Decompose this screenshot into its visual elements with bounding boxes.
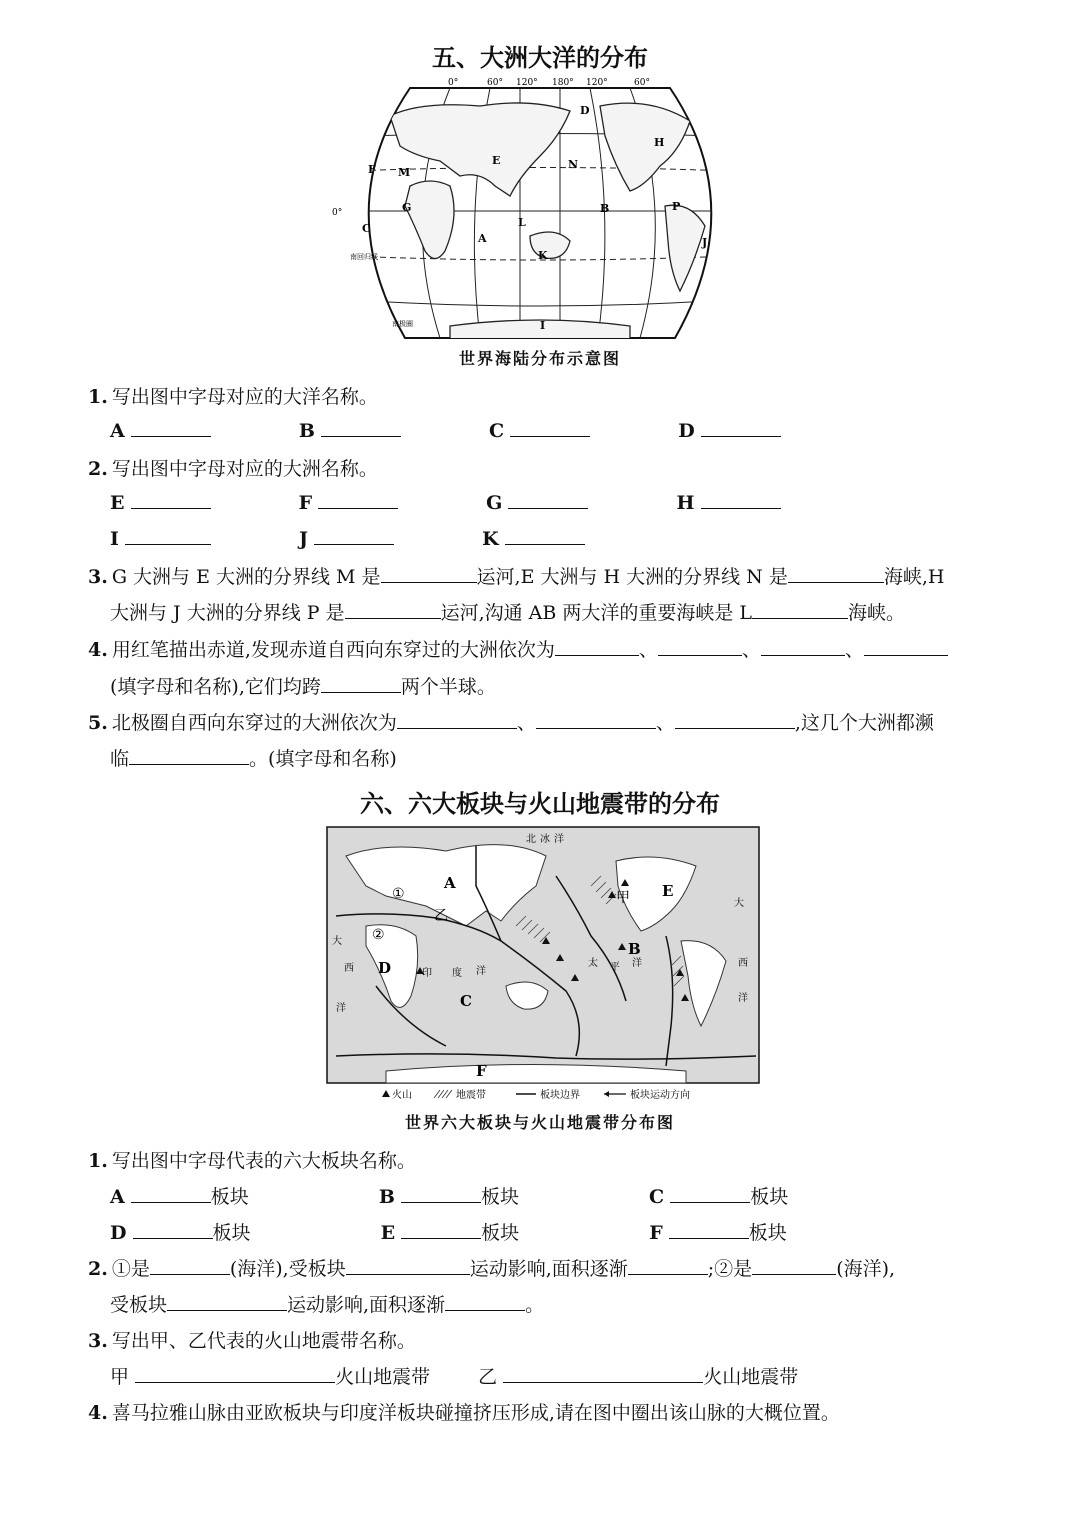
legend-volcano: 火山	[392, 1090, 412, 1101]
answer-blank[interactable]	[536, 710, 656, 729]
ocean-label: 北	[526, 834, 536, 845]
question-text: (填字母和名称),它们均跨	[110, 676, 321, 698]
question-number: 2.	[88, 1258, 108, 1280]
world-sea-land-map	[330, 76, 750, 346]
question-text: 两个半球。	[400, 676, 496, 698]
legend-quake-belt: 地震带	[456, 1090, 486, 1101]
suffix: 火山地震带	[703, 1366, 799, 1388]
plate-letter-e: E	[662, 882, 674, 900]
map-top-tick: 60°	[487, 78, 503, 88]
blank-label: A	[110, 420, 125, 442]
s6-q1-row2	[110, 1218, 787, 1245]
s5-q4-line2	[110, 672, 496, 699]
map-top-tick: 120°	[586, 78, 608, 88]
blank-label: I	[110, 528, 119, 550]
answer-blank[interactable]	[129, 746, 249, 765]
question-text: 运河,E 大洲与 H 大洲的分界线 N 是	[476, 566, 788, 588]
question-text: (海洋),受板块	[229, 1258, 346, 1280]
ocean-label: 洋	[476, 966, 486, 977]
blank-label: G	[486, 492, 503, 514]
map-letter-c: C	[362, 222, 371, 235]
answer-blank-p[interactable]	[345, 600, 441, 619]
map-equator-tick: 0°	[332, 208, 343, 218]
mark-yi: 乙	[434, 908, 448, 924]
answer-blank-d[interactable]	[701, 418, 781, 437]
answer-blank-f[interactable]	[318, 490, 398, 509]
question-number: 3.	[88, 566, 108, 588]
answer-blank-plate-d[interactable]	[133, 1220, 213, 1239]
question-text: 。	[525, 1294, 545, 1316]
answer-blank[interactable]	[346, 1256, 470, 1275]
s6-q3-row	[110, 1362, 798, 1389]
answer-blank-g[interactable]	[508, 490, 588, 509]
ocean-label: 大	[332, 936, 342, 947]
blank-label: F	[649, 1222, 663, 1244]
plate-letter-f: F	[476, 1062, 487, 1080]
suffix: 板块	[750, 1186, 789, 1208]
blank-label: 甲	[110, 1366, 130, 1388]
question-number: 3.	[88, 1330, 108, 1352]
map-letter-n: N	[568, 158, 579, 171]
ocean-label: 度	[452, 968, 462, 979]
s6-q4	[88, 1398, 840, 1425]
map-top-tick: 60°	[634, 78, 650, 88]
map-top-tick: 0°	[448, 78, 459, 88]
s6-q3	[88, 1326, 416, 1353]
answer-blank-n[interactable]	[788, 564, 884, 583]
suffix: 板块	[210, 1186, 249, 1208]
blank-label: B	[378, 1186, 395, 1208]
section6-map-caption: 世界六大板块与火山地震带分布图	[404, 1113, 675, 1132]
blank-label: J	[298, 528, 308, 550]
legend-plate-boundary: 板块边界	[540, 1090, 580, 1101]
answer-blank[interactable]	[761, 637, 845, 656]
answer-blank[interactable]	[752, 1256, 836, 1275]
separator: 、	[638, 639, 658, 661]
answer-blank-i[interactable]	[125, 526, 211, 545]
question-text: 运动影响,面积逐渐	[287, 1294, 446, 1316]
ocean-label: 冰	[540, 834, 550, 845]
ocean-label: 太	[588, 958, 598, 969]
question-text: G 大洲与 E 大洲的分界线 M 是	[111, 566, 381, 588]
answer-blank[interactable]	[167, 1292, 287, 1311]
question-text: 写出甲、乙代表的火山地震带名称。	[111, 1330, 416, 1352]
map-letter-l: L	[518, 216, 526, 229]
answer-blank-yi[interactable]	[503, 1364, 703, 1383]
question-text: 写出图中字母代表的六大板块名称。	[111, 1150, 416, 1172]
answer-blank[interactable]	[555, 637, 639, 656]
map-letter-a: A	[478, 232, 487, 245]
s5-q1-row	[110, 418, 781, 442]
answer-blank-plate-b[interactable]	[401, 1184, 481, 1203]
s5-q5-line2	[110, 744, 397, 771]
answer-blank[interactable]	[397, 710, 517, 729]
mark-jia: 甲	[616, 890, 630, 906]
s6-q2-line2	[110, 1290, 544, 1317]
answer-blank-l[interactable]	[752, 600, 848, 619]
map-letter-k: K	[538, 249, 548, 262]
question-text: (海洋),	[836, 1258, 896, 1280]
map-small-label: 南回归线	[350, 253, 378, 261]
map-top-tick: 180°	[552, 78, 574, 88]
answer-blank-b[interactable]	[321, 418, 401, 437]
question-text: 受板块	[110, 1294, 168, 1316]
answer-blank-plate-f[interactable]	[669, 1220, 749, 1239]
answer-blank-a[interactable]	[131, 418, 211, 437]
blank-label: H	[676, 492, 695, 514]
question-text: 喜马拉雅山脉由亚欧板块与印度洋板块碰撞挤压形成,请在图中圈出该山脉的大概位置。	[111, 1402, 840, 1424]
answer-blank[interactable]	[628, 1256, 708, 1275]
map-letter-j: J	[702, 236, 708, 249]
map-small-label: 南极圈	[392, 320, 413, 328]
ocean-label: 洋	[336, 1003, 346, 1014]
map-letter-f: F	[368, 163, 376, 176]
map-letter-p: P	[672, 200, 681, 213]
question-text: 海峡,H	[883, 566, 945, 588]
s5-q4-line1	[88, 635, 948, 662]
answer-blank-e[interactable]	[131, 490, 211, 509]
answer-blank-plate-e[interactable]	[401, 1220, 481, 1239]
s5-q2-row2	[110, 526, 585, 550]
suffix: 板块	[480, 1186, 519, 1208]
blank-label: 乙	[478, 1366, 498, 1388]
answer-blank-h[interactable]	[701, 490, 781, 509]
map-letter-i: I	[540, 319, 546, 332]
blank-label: E	[110, 492, 125, 514]
question-text: 大洲与 J 大洲的分界线 P 是	[110, 602, 345, 624]
s5-q3-line1	[88, 562, 944, 589]
map-letter-d: D	[580, 104, 590, 117]
s5-q2	[88, 454, 378, 481]
question-text: 写出图中字母对应的大洋名称。	[111, 386, 378, 408]
mark-1: ①	[392, 886, 405, 902]
s5-q1	[88, 382, 378, 409]
plate-letter-d: D	[378, 959, 392, 977]
suffix: 板块	[748, 1222, 787, 1244]
question-text: 运动影响,面积逐渐	[469, 1258, 628, 1280]
answer-blank-k[interactable]	[505, 526, 585, 545]
ocean-label: 西	[344, 963, 354, 974]
blank-label: C	[489, 420, 505, 442]
question-text: 临	[110, 748, 130, 770]
s6-q1	[88, 1146, 416, 1173]
suffix: 板块	[212, 1222, 251, 1244]
answer-blank-jia[interactable]	[135, 1364, 335, 1383]
answer-blank[interactable]	[150, 1256, 230, 1275]
question-text: 海峡。	[848, 602, 906, 624]
section5-title: 五、大洲大洋的分布	[432, 44, 648, 72]
question-text: 用红笔描出赤道,发现赤道自西向东穿过的大洲依次为	[111, 639, 555, 661]
blank-label: F	[298, 492, 313, 514]
map-letter-h: H	[654, 136, 665, 149]
plate-letter-a: A	[444, 874, 456, 892]
plate-letter-b: B	[628, 940, 641, 958]
ocean-label: 大	[734, 898, 744, 909]
suffix: 板块	[481, 1222, 520, 1244]
question-number: 4.	[88, 1402, 108, 1424]
question-text: ①是	[111, 1258, 150, 1280]
blank-label: D	[110, 1222, 127, 1244]
answer-blank-c[interactable]	[510, 418, 590, 437]
s6-q1-row1	[110, 1182, 788, 1209]
blank-label: B	[298, 420, 315, 442]
question-number: 2.	[88, 458, 108, 480]
section6-title: 六、六大板块与火山地震带的分布	[360, 790, 720, 818]
answer-blank[interactable]	[675, 710, 795, 729]
ocean-label: 平	[610, 962, 620, 973]
ocean-label: 洋	[554, 834, 564, 845]
question-text: 北极圈自西向东穿过的大洲依次为	[111, 712, 397, 734]
blank-label: A	[110, 1186, 125, 1208]
s5-q2-row1	[110, 490, 781, 514]
mark-2: ②	[372, 927, 385, 943]
map-letter-b: B	[600, 202, 610, 215]
ocean-label: 印	[422, 968, 432, 979]
answer-blank-m[interactable]	[381, 564, 477, 583]
answer-blank[interactable]	[658, 637, 742, 656]
ocean-label: 洋	[738, 993, 748, 1004]
blank-label: E	[380, 1222, 396, 1244]
s6-q2-line1	[88, 1254, 895, 1281]
legend-plate-direction: 板块运动方向	[630, 1090, 690, 1101]
answer-blank[interactable]	[321, 674, 401, 693]
separator: 、	[516, 712, 536, 734]
blank-label: D	[678, 420, 695, 442]
separator: 、	[844, 639, 864, 661]
s5-q5-line1	[88, 708, 934, 735]
question-text: 。(填字母和名称)	[249, 748, 397, 770]
question-number: 1.	[88, 1150, 108, 1172]
question-text: 运河,沟通 AB 两大洋的重要海峡是 L	[440, 602, 753, 624]
question-number: 4.	[88, 639, 108, 661]
question-text: ,这几个大洲都濒	[794, 712, 934, 734]
answer-blank-plate-c[interactable]	[670, 1184, 750, 1203]
suffix: 火山地震带	[335, 1366, 431, 1388]
separator: 、	[741, 639, 761, 661]
plate-letter-c: C	[460, 992, 472, 1010]
map-letter-m: M	[398, 166, 411, 179]
answer-blank[interactable]	[445, 1292, 525, 1311]
map-letter-e: E	[492, 154, 501, 167]
question-number: 1.	[88, 386, 108, 408]
s5-q3-line2	[110, 598, 905, 625]
ocean-label: 洋	[632, 958, 642, 969]
map-top-tick: 120°	[516, 78, 538, 88]
answer-blank[interactable]	[864, 637, 948, 656]
world-plates-map	[326, 826, 760, 1102]
separator: 、	[655, 712, 675, 734]
map-letter-g: G	[402, 201, 412, 214]
question-text: ;②是	[707, 1258, 753, 1280]
blank-label: C	[649, 1186, 665, 1208]
answer-blank-j[interactable]	[314, 526, 394, 545]
section5-map-caption: 世界海陆分布示意图	[458, 349, 621, 368]
blank-label: K	[482, 528, 499, 550]
question-text: 写出图中字母对应的大洲名称。	[111, 458, 378, 480]
answer-blank-plate-a[interactable]	[131, 1184, 211, 1203]
ocean-label: 西	[738, 958, 748, 969]
question-number: 5.	[88, 712, 108, 734]
